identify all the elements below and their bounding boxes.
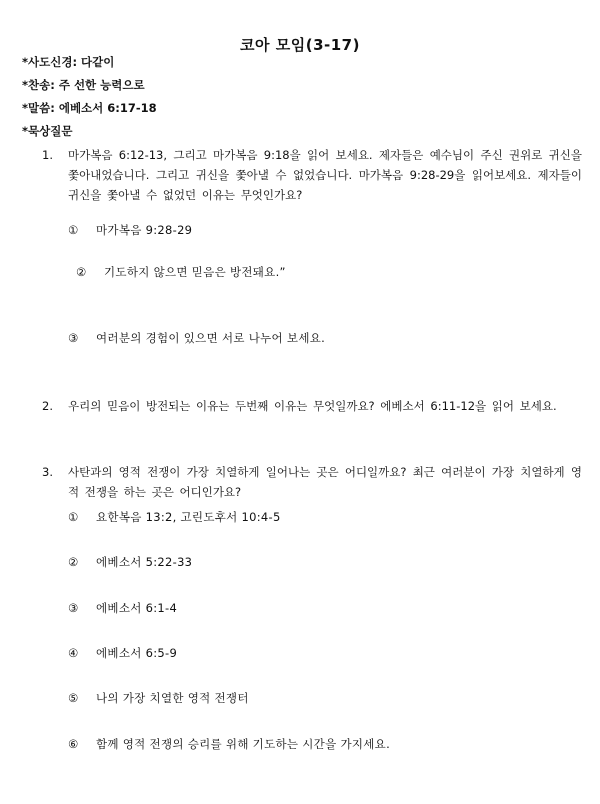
question-3-sub-2 (68, 554, 192, 570)
page-title: 코아 모임(3-17) (240, 36, 360, 54)
sub-item-text: 기도하지 않으면 믿음은 방전돼요.” (104, 265, 286, 279)
question-number: 1. (42, 148, 53, 162)
question-text: 우리의 믿음이 방전되는 이유는 두번째 이유는 무엇일까요? 에베소서 6:11-12을 읽어 보세요. (68, 399, 557, 413)
meta-hymn: *찬송: 주 선한 능력으로 (22, 78, 145, 92)
meta-scripture: *말씀: 에베소서 6:17-18 (22, 101, 157, 115)
question-3-sub-1 (68, 509, 281, 525)
question-1-sub-3 (68, 330, 325, 346)
sub-item-text: 마가복음 9:28-29 (96, 223, 193, 237)
circled-number: ⑤ (68, 691, 79, 705)
circled-number: ① (68, 510, 79, 524)
question-3-sub-4 (68, 645, 177, 661)
circled-number: ② (68, 555, 79, 569)
sub-item-text: 나의 가장 치열한 영적 전쟁터 (96, 691, 249, 705)
sub-item-text: 에베소서 5:22-33 (96, 555, 193, 569)
question-text: 사탄과의 영적 전쟁이 가장 치열하게 일어나는 곳은 어디일까요? 최근 여러분이 가장 치열하게 영적 전쟁을 하는 곳은 어디인가요? (68, 465, 582, 499)
circled-number: ③ (68, 331, 79, 345)
question-3-sub-6 (68, 736, 390, 752)
question-text: 마가복음 6:12-13, 그리고 마가복음 9:18을 읽어 보세요. 제자들은 예수님이 주신 권위로 귀신을 쫓아내었습니다. 그리고 귀신을 쫓아낼 수 없었습니다. 마가복음 9:28-29을 읽어보세요. 제자들이 귀신을 쫓아낼 수 없었던 이유는 무엇인가요? (68, 148, 582, 202)
circled-number: ③ (68, 601, 79, 615)
question-3-sub-3 (68, 600, 177, 616)
meta-creed: *사도신경: 다같이 (22, 55, 115, 69)
sub-item-text: 에베소서 6:1-4 (96, 601, 178, 615)
question-2 (42, 396, 582, 416)
sub-item-text: 함께 영적 전쟁의 승리를 위해 기도하는 시간을 가지세요. (96, 737, 391, 751)
question-3-sub-5 (68, 690, 249, 706)
question-3 (42, 462, 582, 502)
question-number: 3. (42, 465, 53, 479)
sub-item-text: 에베소서 6:5-9 (96, 646, 178, 660)
sub-item-text: 여러분의 경험이 있으면 서로 나누어 보세요. (96, 331, 326, 345)
sub-item-text: 요한복음 13:2, 고린도후서 10:4-5 (96, 510, 281, 524)
meta-meditation-questions: *묵상질문 (22, 124, 73, 138)
circled-number: ⑥ (68, 737, 79, 751)
circled-number: ④ (68, 646, 79, 660)
circled-number: ① (68, 223, 79, 237)
question-1-sub-1 (68, 222, 192, 238)
question-1-sub-2 (76, 264, 286, 280)
question-number: 2. (42, 399, 53, 413)
circled-number: ② (76, 265, 87, 279)
question-1 (42, 145, 582, 205)
